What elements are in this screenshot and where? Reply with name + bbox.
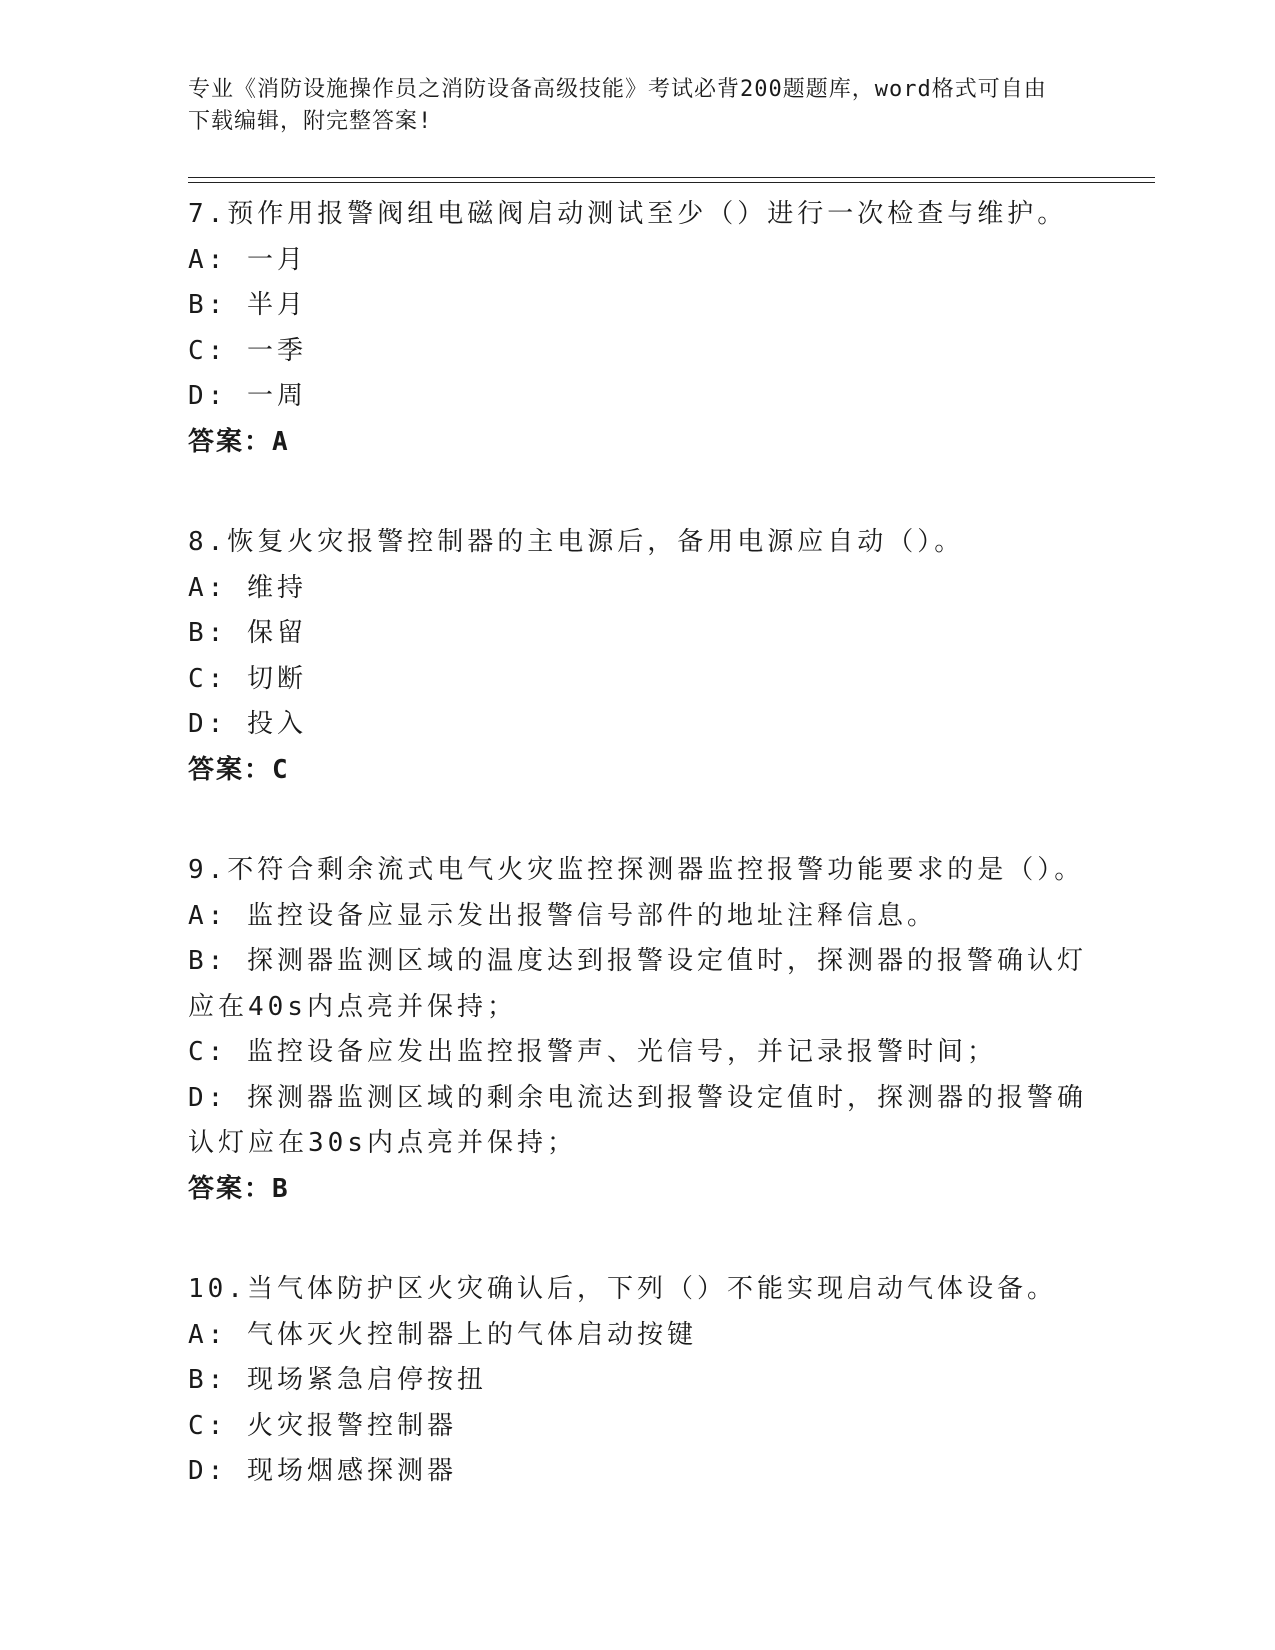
question-list (188, 192, 1088, 1550)
answer-label: 答案：C (188, 754, 290, 785)
option-c: C: 切断 (188, 663, 307, 694)
question-9 (188, 848, 1088, 1212)
header-rule-bottom (188, 182, 1155, 183)
option-a: A: 监控设备应显示发出报警信号部件的地址注释信息。 (188, 900, 937, 931)
option-d: D: 现场烟感探测器 (188, 1456, 457, 1486)
option-c: C: 一季 (188, 335, 307, 366)
option-c: C: 监控设备应发出监控报警声、光信号，并记录报警时间； (188, 1037, 997, 1067)
question-stem: 10.当气体防护区火灾确认后，下列（）不能实现启动气体设备。 (188, 1274, 1057, 1304)
option-b: B: 现场紧急启停按扭 (188, 1365, 487, 1395)
question-10 (188, 1267, 1088, 1495)
option-d: D: 一周 (188, 381, 307, 411)
answer-label: 答案：A (188, 426, 290, 457)
question-stem: 7.预作用报警阀组电磁阀启动测试至少（）进行一次检查与维护。 (188, 199, 1068, 229)
question-7 (188, 192, 1088, 465)
question-8 (188, 520, 1088, 793)
option-b: B: 保留 (188, 618, 307, 648)
question-stem: 8.恢复火灾报警控制器的主电源后，备用电源应自动（）。 (188, 527, 965, 557)
option-c: C: 火灾报警控制器 (188, 1410, 457, 1441)
option-b: B: 探测器监测区域的温度达到报警设定值时，探测器的报警确认灯应在40s内点亮并保持； (188, 946, 1087, 1022)
option-a: A: 气体灭火控制器上的气体启动按键 (188, 1319, 697, 1350)
option-d: D: 探测器监测区域的剩余电流达到报警设定值时，探测器的报警确认灯应在30s内点亮并保持； (188, 1082, 1087, 1158)
option-d: D: 投入 (188, 709, 307, 739)
header-rule-top (188, 177, 1155, 178)
option-a: A: 维持 (188, 572, 307, 603)
answer-label: 答案：B (188, 1173, 290, 1204)
question-stem: 9.不符合剩余流式电气火灾监控探测器监控报警功能要求的是（）。 (188, 855, 1085, 885)
document-header: 专业《消防设施操作员之消防设备高级技能》考试必背200题题库，word格式可自由下载编辑，附完整答案! (188, 77, 1047, 134)
option-a: A: 一月 (188, 244, 307, 275)
option-b: B: 半月 (188, 290, 307, 320)
